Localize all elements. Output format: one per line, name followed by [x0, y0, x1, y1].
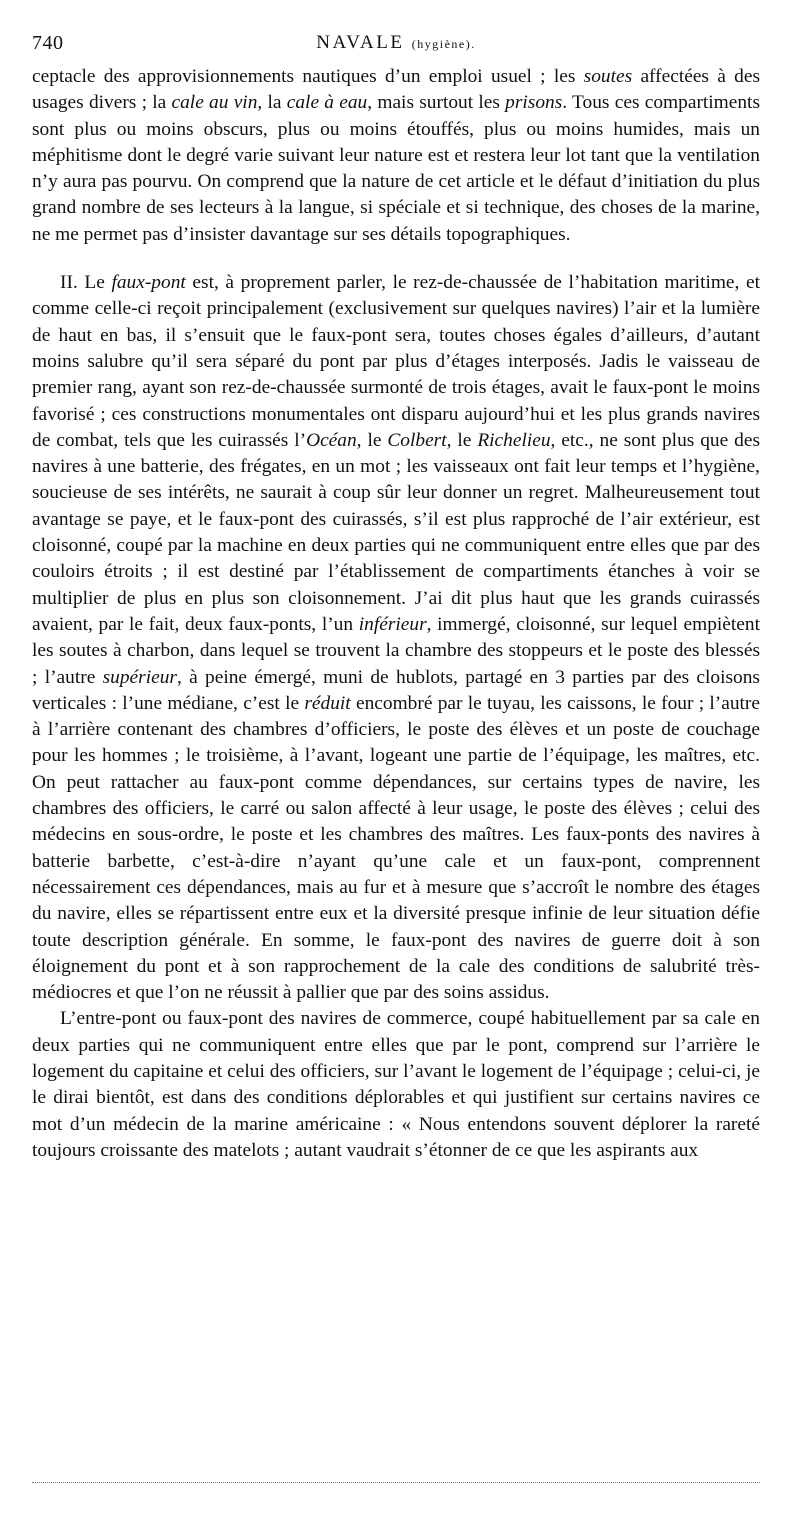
paragraph-2 [32, 270, 760, 1006]
running-head [32, 30, 760, 57]
text-run: , le [446, 429, 478, 451]
italic-term: inférieur [358, 613, 427, 635]
text-run: , la [257, 92, 287, 114]
paragraph-spacer [32, 248, 760, 270]
italic-term: Colbert [387, 429, 447, 451]
italic-term: Richelieu [477, 429, 551, 451]
italic-term: Océan [306, 429, 357, 451]
italic-term: cale à eau [286, 92, 368, 114]
text-run: II. Le [60, 272, 112, 294]
italic-term: soutes [583, 66, 633, 87]
text-run: , immergé, cloisonné, sur lequel empiètent les soutes à charbon, dans lequel se trouvent la chambre des stoppeurs et le poste des blessés ; l’autre [32, 613, 760, 688]
text-run: L’entre-pont ou faux-pont des navires de commerce, coupé habituellement par sa cale en deux parties qui ne communiquent entre elles que par le pont, comprend sur l’arrière le logement du capitaine et celui des officiers, sur l’avant le logement de l’équipage ; celui-ci, je le dirai bientôt, est dans des conditions déplorables et qui justifient sur certains navires ce mot d’un médecin de la marine américaine : « Nous entendons souvent déplorer la rareté toujours croissante des matelots ; autant vaudrait s’étonner de ce que les aspirants aux [32, 1008, 760, 1161]
text-run: ceptacle des approvisionnements nautiques d’un emploi usuel ; les [32, 66, 584, 87]
page-header [32, 26, 760, 56]
footer-rule [32, 1482, 760, 1483]
running-head-title: NAVALE [316, 32, 405, 53]
text-run: affectées à des usages divers ; la [32, 66, 760, 114]
italic-term: faux-pont [111, 272, 186, 294]
text-run: , à peine émergé, muni de hublots, partagé en 3 parties par des cloisons verticales : l’une médiane, c’est le [32, 666, 760, 714]
italic-term: réduit [304, 692, 351, 714]
running-head-subtitle: (hygiène). [411, 37, 476, 51]
text-run: est, à proprement parler, le rez-de-chaussée de l’habitation maritime, et comme celle-ci reçoit principalement (exclusivement sur quelques navires) l’air et la lumière de haut en bas, il s’ensuit que le faux-pont sera, toutes choses égales d’ailleurs, d’autant moins salubre qu’il sera séparé du pont par plus d’étages interposés. Jadis le vaisseau de premier rang, ayant son rez-de-chaussée surmonté de trois étages, avait le faux-pont le moins favorisé ; ces constructions monumentales ont disparu aujourd’hui et les plus grands navires de combat, tels que les cuirassés l’ [32, 272, 760, 451]
text-run: encombré par le tuyau, les caissons, le four ; l’autre à l’arrière contenant des chambres d’officiers, le poste des élèves et un poste de couchage pour les hommes ; le troisième, à l’avant, logeant une partie de l’équipage, les maîtres, etc. On peut rattacher au faux-pont comme dépendances, sur certains types de navire, les chambres des officiers, le carré ou salon affecté à leur usage, le poste des élèves ; celui des médecins en sous-ordre, le poste et les chambres des maîtres. Les faux-ponts des navires à batterie barbette, c’est-à-dire n’ayant qu’une cale et un faux-pont, comprennent nécessairement ces dépendances, mais au fur et à mesure que s’accroît le nombre des étages du navire, elles se répartissent entre eux et la diversité presque infinie de leur situation défie toute description générale. En somme, le faux-pont des navires de guerre doit à son éloignement du pont et à son rapprochement de la cale des conditions de salubrité très-médiocres et que l’on ne réussit à pallier que par des soins assidus. [32, 692, 761, 1004]
page-number: 740 [32, 32, 64, 54]
text-run: , mais surtout les [367, 92, 506, 114]
text-run: , le [356, 429, 388, 451]
paragraph-1 [32, 64, 760, 248]
italic-term: cale au vin [171, 92, 258, 114]
paragraph-3 [32, 1006, 760, 1164]
italic-term: supérieur [102, 666, 177, 688]
text-run: , etc., ne sont plus que des navires à une batterie, des frégates, en un mot ; les vaisseaux ont fait leur temps et l’hygiène, soucieuse de ses intérêts, ne saurait à coup sûr leur donner un regret. Malheureusement tout avantage se paye, et le faux-pont des cuirassés, s’il est plus rapproché de l’air extérieur, est cloisonné, coupé par la machine en deux parties qui ne communiquent entre elles que par des couloirs étroits ; il est destiné par l’établissement de compartiments étanches à voir se multiplier de plus en plus son cloisonnement. J’ai dit plus haut que les grands cuirassés avaient, par le fait, deux faux-ponts, l’un [32, 429, 760, 635]
text-run: . Tous ces compartiments sont plus ou moins obscurs, plus ou moins étouffés, plus ou moins humides, mais un méphitisme dont le degré varie suivant leur nature est et restera leur lot tant que la ventilation n’y aura pas pourvu. On comprend que la nature de cet article et le défaut d’initiation du plus grand nombre de ses lecteurs à la langue, si spéciale et si technique, des choses de la marine, ne me permet pas d’insister davantage sur ses détails topographiques. [32, 92, 760, 245]
italic-term: prisons [505, 92, 563, 114]
